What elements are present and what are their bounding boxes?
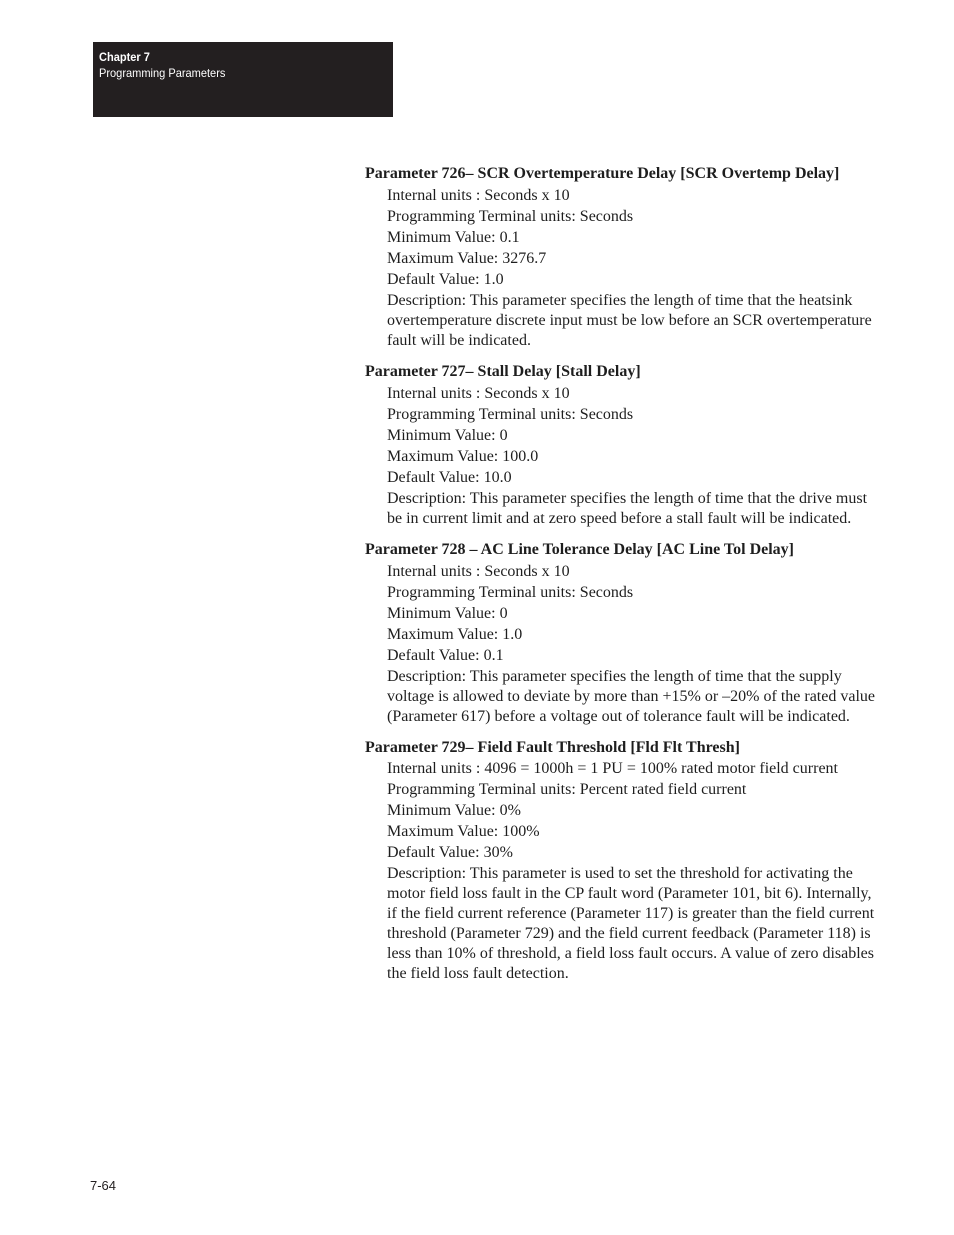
parameter-description: Description: This parameter is used to set the threshold for activating the motor field loss fault in the CP fault word (Parameter 101, bit 6). Internally, if the field current reference (Parameter 117) is greater than the field current threshold (Parameter 729) and the field current feedback (Parameter 118) is less than 10% of threshold, a field loss fault occurs. A value of zero disables the field loss fault detection. xyxy=(387,865,875,982)
parameter-details xyxy=(365,185,875,351)
maximum-value: Maximum Value: 3276.7 xyxy=(387,250,547,267)
internal-units: Internal units : Seconds x 10 xyxy=(387,187,570,204)
default-value: Default Value: 0.1 xyxy=(387,647,504,664)
parameter-details xyxy=(365,759,875,984)
terminal-units: Programming Terminal units: Seconds xyxy=(387,406,634,423)
parameter-heading: Parameter 727– Stall Delay [Stall Delay] xyxy=(365,363,641,380)
internal-units: Internal units : Seconds x 10 xyxy=(387,385,570,402)
parameter-heading: Parameter 726– SCR Overtemperature Delay [SCR Overtemp Delay] xyxy=(365,165,840,182)
minimum-value: Minimum Value: 0 xyxy=(387,605,508,622)
page-number: 7-64 xyxy=(90,1178,117,1193)
parameter-heading: Parameter 729– Field Fault Threshold [Fld Flt Thresh] xyxy=(365,739,740,756)
internal-units: Internal units : Seconds x 10 xyxy=(387,563,570,580)
maximum-value: Maximum Value: 1.0 xyxy=(387,626,523,643)
default-value: Default Value: 30% xyxy=(387,844,513,861)
parameter-list xyxy=(365,163,875,994)
parameter-details xyxy=(365,383,875,529)
parameter-details xyxy=(365,561,875,727)
chapter-title: Programming Parameters xyxy=(99,66,226,80)
parameter-heading: Parameter 728 – AC Line Tolerance Delay [AC Line Tol Delay] xyxy=(365,541,794,558)
parameter-726 xyxy=(365,163,875,351)
default-value: Default Value: 10.0 xyxy=(387,469,512,486)
terminal-units: Programming Terminal units: Seconds xyxy=(387,208,634,225)
chapter-header xyxy=(93,42,393,117)
minimum-value: Minimum Value: 0.1 xyxy=(387,229,520,246)
parameter-description: Description: This parameter specifies the length of time that the heatsink overtemperature discrete input must be low before an SCR overtemperature fault will be indicated. xyxy=(387,292,872,349)
parameter-729 xyxy=(365,737,875,984)
minimum-value: Minimum Value: 0% xyxy=(387,802,521,819)
parameter-description: Description: This parameter specifies the length of time that the drive must be in current limit and at zero speed before a stall fault will be indicated. xyxy=(387,490,868,527)
maximum-value: Maximum Value: 100.0 xyxy=(387,448,539,465)
parameter-description: Description: This parameter specifies the length of time that the supply voltage is allowed to deviate by more than +15% or –20% of the rated value (Parameter 617) before a voltage out of tolerance fault will be indicated. xyxy=(387,668,875,725)
parameter-727 xyxy=(365,361,875,529)
terminal-units: Programming Terminal units: Percent rated field current xyxy=(387,781,747,798)
maximum-value: Maximum Value: 100% xyxy=(387,823,540,840)
internal-units: Internal units : 4096 = 1000h = 1 PU = 100% rated motor field current xyxy=(387,760,838,777)
default-value: Default Value: 1.0 xyxy=(387,271,504,288)
parameter-728 xyxy=(365,539,875,727)
terminal-units: Programming Terminal units: Seconds xyxy=(387,584,634,601)
minimum-value: Minimum Value: 0 xyxy=(387,427,508,444)
chapter-number: Chapter 7 xyxy=(99,50,150,64)
